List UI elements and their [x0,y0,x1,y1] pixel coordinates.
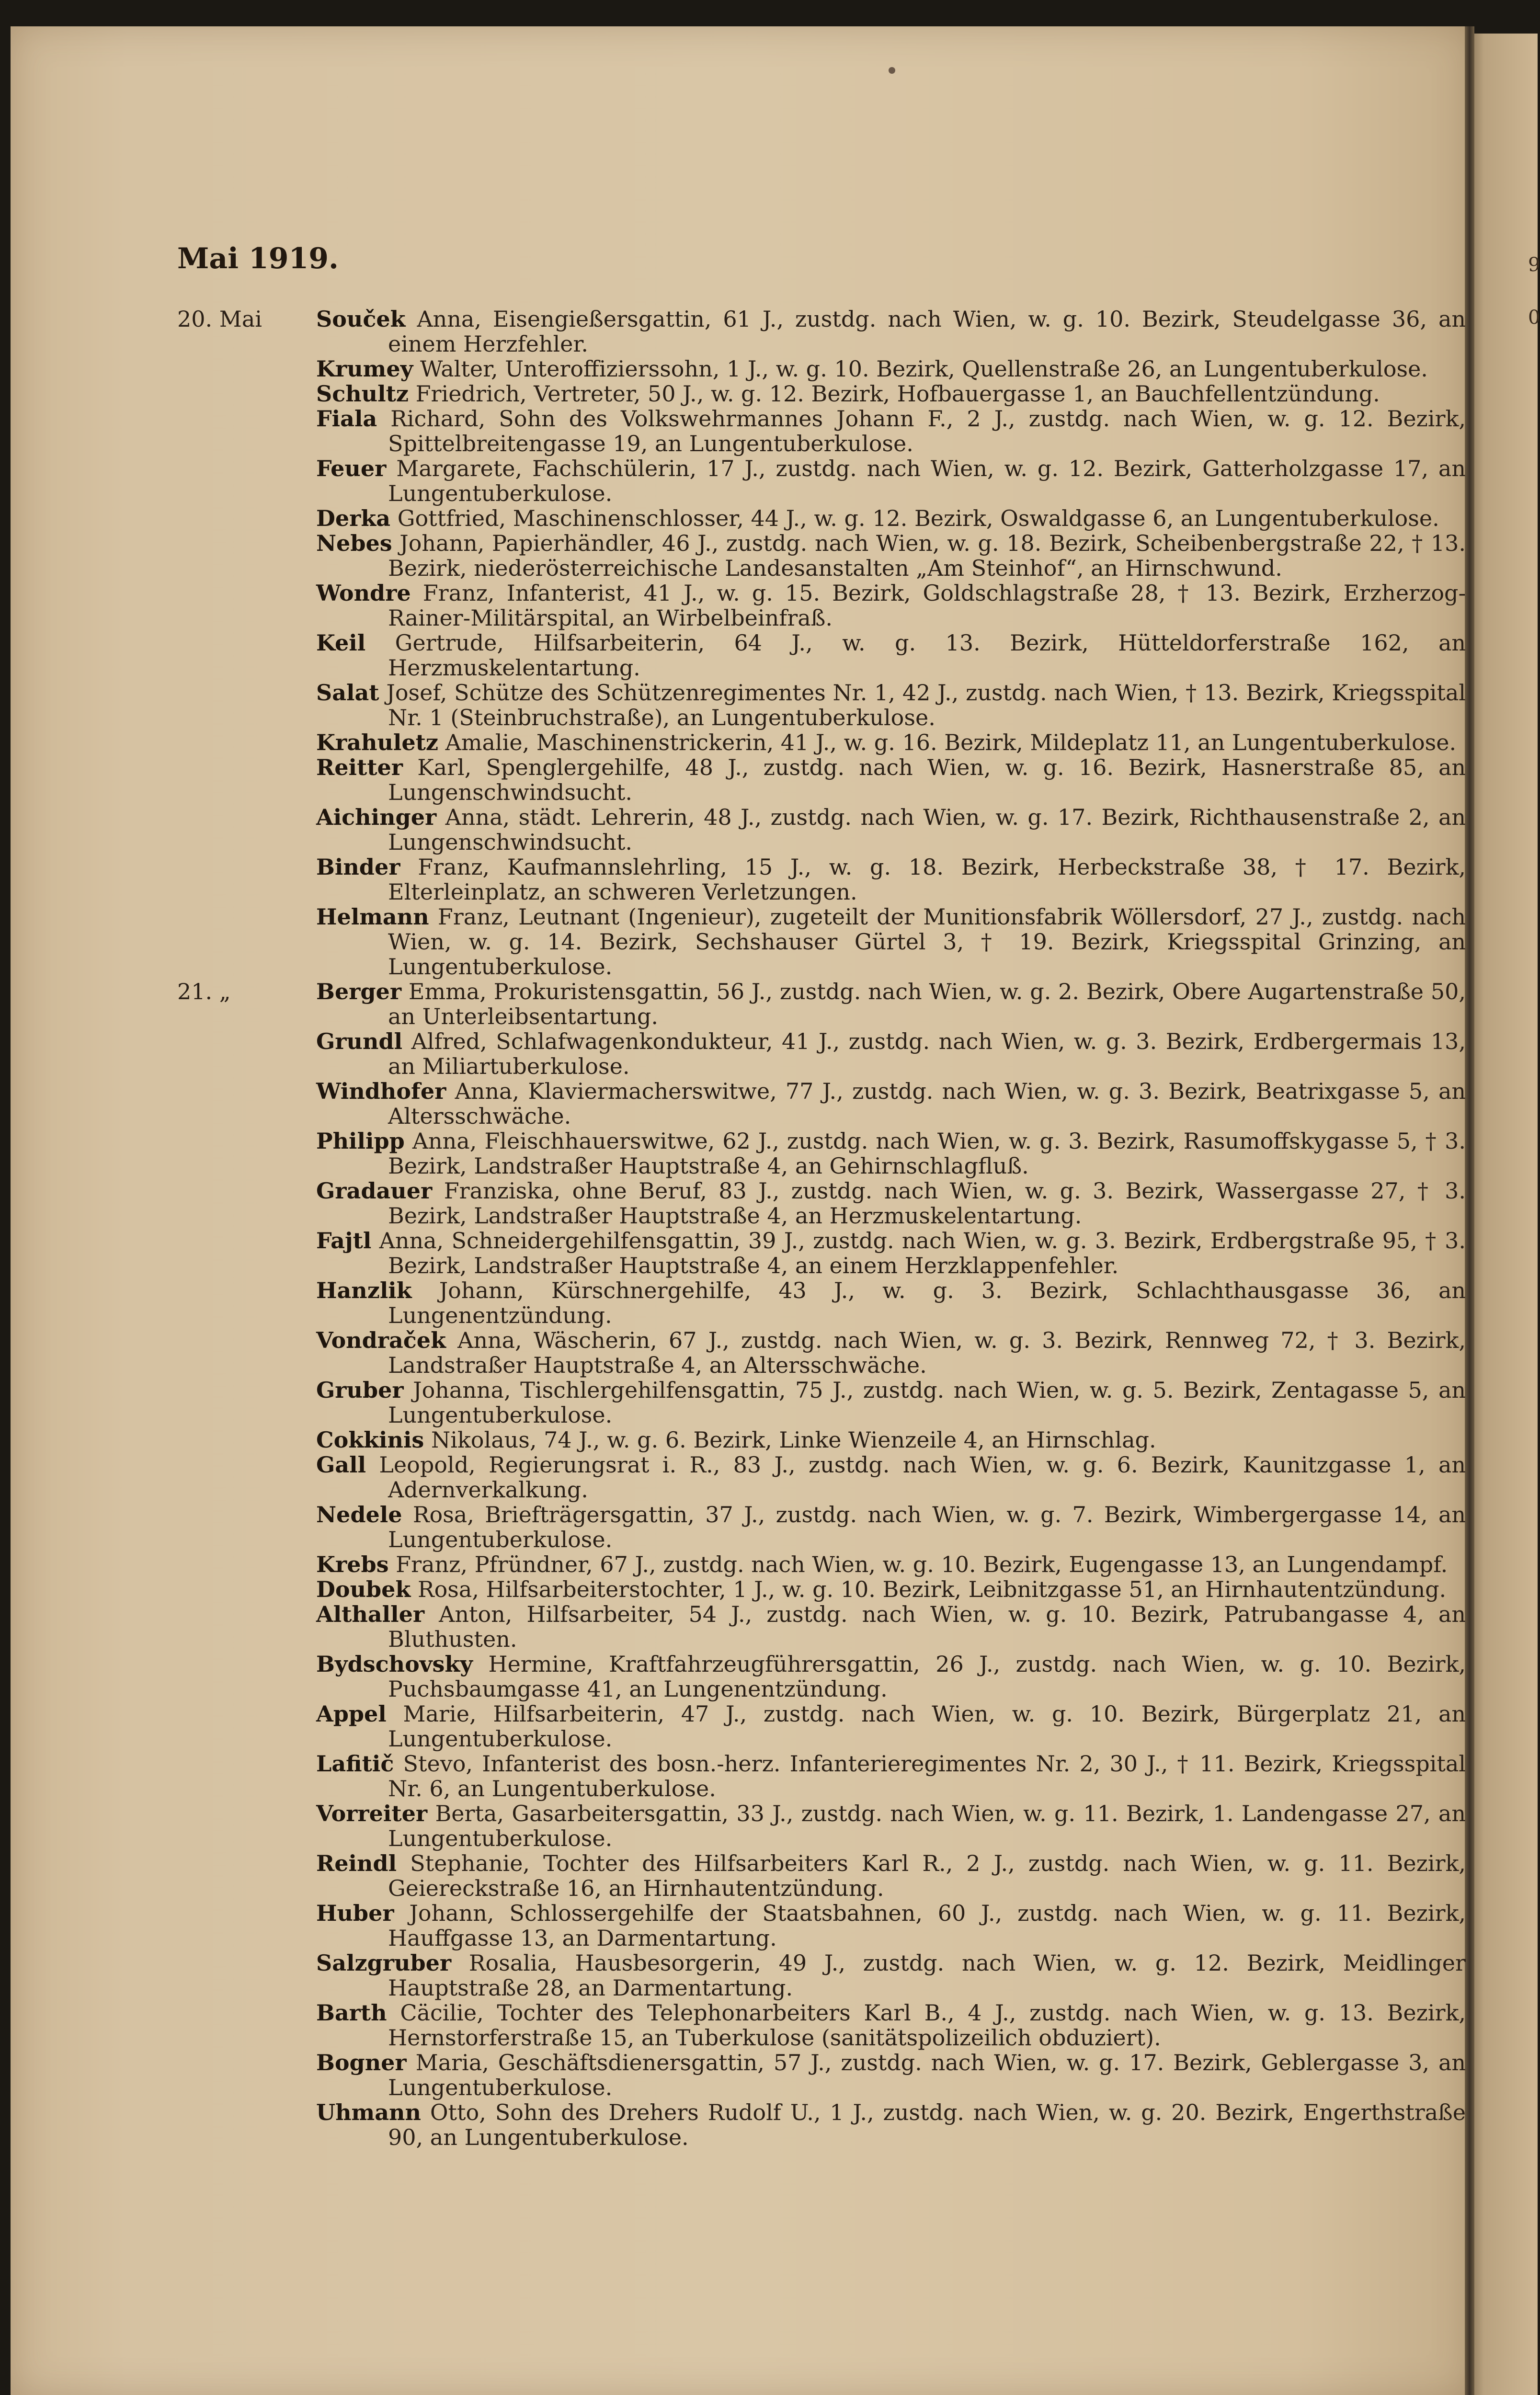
entry-details: Maria, Geschäftsdienersgattin, 57 J., zustdg. nach Wien, w. g. 17. Bezirk, Geblergasse 3, an Lungentuberkulose. [388,2050,1466,2100]
entry-details: Marie, Hilfsarbeiterin, 47 J., zustdg. nach Wien, w. g. 10. Bezirk, Bürgerplatz 21, an Lungentuberkulose. [388,1701,1466,1752]
entry-text [316,630,1466,680]
page-title: Mai 1919. [177,242,339,275]
entry-text [316,979,1466,1029]
entry-surname: Hanzlik [316,1277,412,1303]
entry-text [316,456,1466,506]
entry-surname: Feuer [316,456,387,481]
register-entry [177,1079,1466,1129]
entry-surname: Lafitič [316,1751,394,1777]
page-fold [1465,26,1474,2395]
entry-text [316,1851,1466,1901]
entry-text [316,1079,1466,1129]
entry-text [316,531,1466,581]
register-entry [177,2100,1466,2150]
register-entry [177,979,1466,1029]
entry-details: Amalie, Maschinenstrickerin, 41 J., w. g. 16. Bezirk, Mildeplatz 11, an Lungentuberkulose. [445,730,1457,755]
register-entry [177,406,1466,456]
entry-surname: Windhofer [316,1078,446,1104]
entry-text [316,1378,1466,1427]
entry-text [316,1178,1466,1228]
register-entry [177,680,1466,730]
register-entry [177,1502,1466,1552]
entry-details: Franz, Kaufmannslehrling, 15 J., w. g. 18. Bezirk, Herbeckstraße 38, † 17. Bezirk, Elterleinplatz, an schweren Verletzungen. [388,854,1466,905]
entry-text [316,1502,1466,1552]
entry-surname: Vondraček [316,1327,446,1353]
entry-surname: Fajtl [316,1228,372,1254]
register-entry [177,1328,1466,1378]
entry-text [316,1427,1466,1452]
entry-details: Josef, Schütze des Schützenregimentes Nr. 1, 42 J., zustdg. nach Wien, † 13. Bezirk, Kriegsspital Nr. 1 (Steinbruchstraße), an Lungentuberkulose. [386,680,1466,730]
entry-details: Walter, Unteroffizierssohn, 1 J., w. g. 10. Bezirk, Quellenstraße 26, an Lungentuberkulose. [420,356,1428,382]
register-entry [177,1029,1466,1079]
register-entry [177,456,1466,506]
entry-surname: Aichinger [316,804,437,830]
register-entry [177,2000,1466,2050]
entry-surname: Althaller [316,1601,425,1627]
register-entry [177,2050,1466,2100]
register-entry [177,1751,1466,1801]
entry-surname: Gruber [316,1377,404,1403]
adjacent-page-edge [1471,34,1538,2395]
entry-details: Johann, Schlossergehilfe der Staatsbahnen, 60 J., zustdg. nach Wien, w. g. 11. Bezirk, Hauffgasse 13, an Darmentartung. [388,1900,1466,1951]
register-entry [177,730,1466,755]
entry-surname: Binder [316,854,400,880]
entry-surname: Helmann [316,904,429,930]
entry-details: Franz, Pfründner, 67 J., zustdg. nach Wien, w. g. 10. Bezirk, Eugengasse 13, an Lungendampf. [396,1551,1448,1577]
entry-details: Anton, Hilfsarbeiter, 54 J., zustdg. nach Wien, w. g. 10. Bezirk, Patrubangasse 4, an Bluthusten. [388,1601,1466,1652]
entry-text [316,755,1466,805]
entry-details: Stephanie, Tochter des Hilfsarbeiters Karl R., 2 J., zustdg. nach Wien, w. g. 11. Bezirk, Geiereckstraße 16, an Hirnhautentzündung. [388,1850,1466,1901]
entry-details: Leopold, Regierungsrat i. R., 83 J., zustdg. nach Wien, w. g. 6. Bezirk, Kaunitzgasse 1, an Adernverkalkung. [379,1452,1466,1503]
register-entry [177,1178,1466,1228]
register-entry [177,1652,1466,1701]
entry-text [316,2050,1466,2100]
entry-surname: Barth [316,2000,387,2026]
entry-text [316,1278,1466,1328]
entry-text [316,1452,1466,1502]
register-entry [177,1801,1466,1851]
entry-surname: Vorreiter [316,1801,428,1826]
entry-text [316,1701,1466,1751]
entry-details: Gertrude, Hilfsarbeiterin, 64 J., w. g. 13. Bezirk, Hütteldorferstraße 162, an Herzmuskelentartung. [388,630,1466,681]
register-entry [177,855,1466,904]
entry-surname: Krahuletz [316,730,439,755]
entry-surname: Krebs [316,1551,389,1577]
entry-text [316,730,1466,755]
entry-surname: Philipp [316,1128,405,1154]
register-entry [177,755,1466,805]
entry-text [316,1552,1466,1577]
entry-details: Franz, Leutnant (Ingenieur), zugeteilt der Munitionsfabrik Wöllersdorf, 27 J., zustdg. nach Wien, w. g. 14. Bezirk, Sechshauser Gürtel 3, † 19. Bezirk, Kriegsspital Grinzing, an Lungentuberkulose. [388,904,1466,980]
entry-text [316,1751,1466,1801]
entry-text [316,1602,1466,1652]
entry-details: Anna, Schneidergehilfensgattin, 39 J., zustdg. nach Wien, w. g. 3. Bezirk, Erdbergstraße 95, † 3. Bezirk, Landstraßer Hauptstraße 4, an einem Herzklappenfehler. [379,1228,1466,1278]
entry-details: Anna, Eisengießersgattin, 61 J., zustdg. nach Wien, w. g. 10. Bezirk, Steudelgasse 36, an einem Herzfehler. [388,306,1466,357]
register-entry [177,1378,1466,1427]
register-entry [177,904,1466,979]
entry-text [316,1577,1466,1602]
entry-text [316,1950,1466,2000]
entry-details: Cäcilie, Tochter des Telephonarbeiters Karl B., 4 J., zustdg. nach Wien, w. g. 13. Bezirk, Hernstorferstraße 15, an Tuberkulose (sanitätspolizeilich obduziert). [388,2000,1466,2051]
entry-details: Hermine, Kraftfahrzeugführersgattin, 26 J., zustdg. nach Wien, w. g. 10. Bezirk, Puchsbaumgasse 41, an Lungenentzündung. [388,1651,1466,1702]
entry-surname: Cokkinis [316,1427,424,1453]
entry-text [316,1129,1466,1178]
register-entry [177,1901,1466,1950]
death-register-list [177,307,1466,2150]
register-entry [177,1851,1466,1901]
entry-details: Nikolaus, 74 J., w. g. 6. Bezirk, Linke Wienzeile 4, an Hirnschlag. [431,1427,1156,1453]
entry-details: Alfred, Schlafwagenkondukteur, 41 J., zustdg. nach Wien, w. g. 3. Bezirk, Erdbergermais 13, an Miliartuberkulose. [388,1028,1466,1079]
entry-text [316,1328,1466,1378]
entry-details: Anna, städt. Lehrerin, 48 J., zustdg. nach Wien, w. g. 17. Bezirk, Richthausenstraße 2, an Lungenschwindsucht. [388,804,1466,855]
entry-details: Franz, Infanterist, 41 J., w. g. 15. Bezirk, Goldschlagstraße 28, † 13. Bezirk, Erzherzog-Rainer-Militärspital, an Wirbelbeinfraß. [388,580,1466,631]
entry-surname: Salzgruber [316,1950,452,1976]
entry-details: Emma, Prokuristensgattin, 56 J., zustdg. nach Wien, w. g. 2. Bezirk, Obere Augartenstraße 50, an Unterleibsentartung. [388,979,1466,1029]
entry-surname: Uhmann [316,2099,421,2125]
entry-details: Richard, Sohn des Volkswehrmannes Johann F., 2 J., zustdg. nach Wien, w. g. 12. Bezirk, Spittelbreitengasse 19, an Lungentuberkulose. [388,406,1466,456]
register-entry [177,1577,1466,1602]
register-entry [177,1129,1466,1178]
entry-text [316,2100,1466,2150]
entry-text [316,1228,1466,1278]
entry-details: Franziska, ohne Beruf, 83 J., zustdg. nach Wien, w. g. 3. Bezirk, Wassergasse 27, † 3. Bezirk, Landstraßer Hauptstraße 4, an Herzmuskelentartung. [388,1178,1466,1229]
entry-details: Karl, Spenglergehilfe, 48 J., zustdg. nach Wien, w. g. 16. Bezirk, Hasnerstraße 85, an Lungenschwindsucht. [388,754,1466,805]
register-entry [177,630,1466,680]
register-entry [177,531,1466,581]
entry-text [316,581,1466,630]
entry-surname: Reitter [316,754,403,780]
entry-details: Margarete, Fachschülerin, 17 J., zustdg. nach Wien, w. g. 12. Bezirk, Gatterholzgasse 17, an Lungentuberkulose. [388,456,1466,506]
entry-surname: Derka [316,505,391,531]
entry-surname: Berger [316,979,402,1004]
register-entry [177,506,1466,531]
entry-date: 21. „ [177,979,231,1004]
entry-surname: Nebes [316,530,392,556]
register-entry [177,1278,1466,1328]
entry-surname: Doubek [316,1576,411,1602]
register-entry [177,1552,1466,1577]
entry-text [316,406,1466,456]
entry-details: Anna, Fleischhauerswitwe, 62 J., zustdg. nach Wien, w. g. 3. Bezirk, Rasumoffskygasse 5, † 3. Bezirk, Landstraßer Hauptstraße 4, an Gehirnschlagfluß. [388,1128,1466,1179]
entry-details: Gottfried, Maschinenschlosser, 44 J., w. g. 12. Bezirk, Oswaldgasse 6, an Lungentuberkulose. [397,505,1439,531]
entry-text [316,506,1466,531]
entry-text [316,904,1466,979]
entry-surname: Krumey [316,356,413,382]
entry-details: Friedrich, Vertreter, 50 J., w. g. 12. Bezirk, Hofbauergasse 1, an Bauchfellentzündung. [415,381,1380,407]
entry-surname: Gall [316,1452,366,1478]
register-entry [177,1701,1466,1751]
entry-details: Berta, Gasarbeitersgattin, 33 J., zustdg. nach Wien, w. g. 11. Bezirk, 1. Landengasse 27, an Lungentuberkulose. [388,1801,1466,1851]
entry-details: Stevo, Infanterist des bosn.-herz. Infanterieregimentes Nr. 2, 30 J., † 11. Bezirk, Kriegsspital Nr. 6, an Lungentuberkulose. [388,1751,1466,1802]
register-entry [177,1427,1466,1452]
entry-surname: Salat [316,680,379,706]
entry-details: Rosa, Hilfsarbeiterstochter, 1 J., w. g. 10. Bezirk, Leibnitzgasse 51, an Hirnhautentzündung. [417,1576,1447,1602]
entry-text [316,855,1466,904]
entry-surname: Reindl [316,1850,397,1876]
entry-surname: Gradauer [316,1178,433,1204]
entry-surname: Bydschovsky [316,1651,473,1677]
register-entry [177,381,1466,406]
entry-text [316,805,1466,855]
register-entry [177,805,1466,855]
entry-surname: Fiala [316,406,377,432]
entry-details: Rosa, Briefträgersgattin, 37 J., zustdg. nach Wien, w. g. 7. Bezirk, Wimbergergasse 14, an Lungentuberkulose. [388,1502,1466,1552]
entry-text [316,381,1466,406]
register-entry [177,307,1466,356]
entry-surname: Schultz [316,381,409,407]
register-entry [177,356,1466,381]
entry-surname: Nedele [316,1502,402,1528]
entry-text [316,2000,1466,2050]
entry-surname: Huber [316,1900,394,1926]
register-entry [177,1452,1466,1502]
entry-details: Johann, Kürschnergehilfe, 43 J., w. g. 3. Bezirk, Schlachthausgasse 36, an Lungenentzündung. [388,1277,1466,1328]
entry-surname: Appel [316,1701,387,1727]
register-entry [177,581,1466,630]
entry-surname: Bogner [316,2050,407,2076]
entry-details: Otto, Sohn des Drehers Rudolf U., 1 J., zustdg. nach Wien, w. g. 20. Bezirk, Engerthstraße 90, an Lungentuberkulose. [388,2099,1466,2150]
entry-details: Anna, Wäscherin, 67 J., zustdg. nach Wien, w. g. 3. Bezirk, Rennweg 72, † 3. Bezirk, Landstraßer Hauptstraße 4, an Altersschwäche. [388,1327,1466,1378]
entry-text [316,1652,1466,1701]
entry-details: Rosalia, Hausbesorgerin, 49 J., zustdg. nach Wien, w. g. 12. Bezirk, Meidlinger Hauptstraße 28, an Darmentartung. [388,1950,1466,2001]
entry-details: Johanna, Tischlergehilfensgattin, 75 J., zustdg. nach Wien, w. g. 5. Bezirk, Zentagasse 5, an Lungentuberkulose. [388,1377,1466,1428]
entry-surname: Wondre [316,580,411,606]
entry-text [316,307,1466,356]
entry-surname: Grundl [316,1028,403,1054]
register-entry [177,1950,1466,2000]
entry-surname: Souček [316,306,406,332]
entry-date: 20. Mai [177,306,262,332]
entry-surname: Keil [316,630,366,656]
entry-details: Anna, Klaviermacherswitwe, 77 J., zustdg. nach Wien, w. g. 3. Bezirk, Beatrixgasse 5, an Altersschwäche. [388,1078,1466,1129]
paper-speck [889,67,895,74]
entry-text [316,1901,1466,1950]
entry-text [316,1801,1466,1851]
register-entry [177,1602,1466,1652]
entry-text [316,1029,1466,1079]
entry-details: Johann, Papierhändler, 46 J., zustdg. nach Wien, w. g. 18. Bezirk, Scheibenbergstraße 22, † 13. Bezirk, niederösterreichische Landesanstalten „Am Steinhof“, an Hirnschwund. [388,530,1466,581]
edge-mark-1: 9 [1528,254,1540,276]
register-entry [177,1228,1466,1278]
edge-mark-2: 0 [1528,307,1540,329]
entry-text [316,680,1466,730]
entry-text [316,356,1466,381]
